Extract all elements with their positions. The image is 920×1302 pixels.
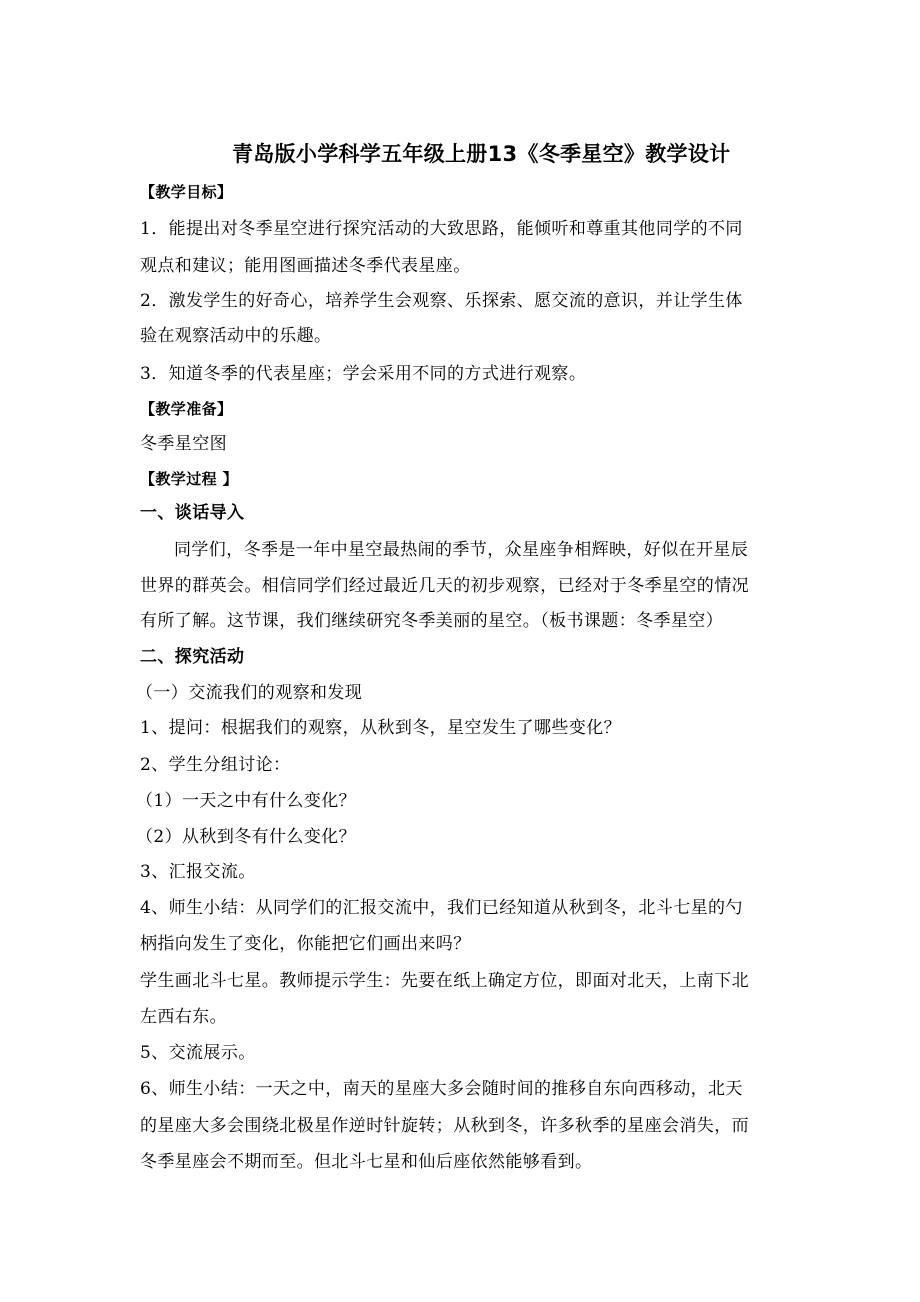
part-1-heading: 一、谈话导入	[140, 503, 245, 523]
intro-line-3: 有所了解。这节课，我们继续研究冬季美丽的星空。（板书课题：冬季星空）	[140, 611, 724, 631]
step-1: 1、提问：根据我们的观察，从秋到冬，星空发生了哪些变化？	[140, 718, 622, 738]
step-5: 5、交流展示。	[140, 1043, 256, 1063]
goal-1-line-2: 观点和建议；能用图画描述冬季代表星座。	[140, 256, 471, 276]
part-2-heading: 二、探究活动	[140, 647, 245, 667]
step-6-line-1: 6、师生小结：一天之中，南天的星座大多会随时间的推移自东向西移动，北天	[140, 1079, 743, 1099]
draw-line-1: 学生画北斗七星。教师提示学生：先要在纸上确定方位，即面对北天，上南下北	[140, 971, 749, 991]
goal-2-line-2: 验在观察活动中的乐趣。	[140, 326, 332, 346]
document-title: 青岛版小学科学五年级上册13《冬季星空》教学设计	[232, 142, 731, 166]
teaching-goals-heading: 【教学目标】	[140, 183, 233, 201]
question-2: （2）从秋到冬有什么变化？	[136, 827, 357, 847]
step-6-line-3: 冬季星座会不期而至。但北斗七星和仙后座依然能够看到。	[140, 1152, 593, 1172]
intro-line-1: 同学们，冬季是一年中星空最热闹的季节，众星座争相辉映，好似在开星辰	[174, 540, 749, 560]
question-1: （1）一天之中有什么变化？	[136, 791, 357, 811]
step-3: 3、汇报交流。	[140, 862, 256, 882]
step-4-line-1: 4、师生小结：从同学们的汇报交流中，我们已经知道从秋到冬，北斗七星的勺	[140, 898, 743, 918]
goal-1-line-1: 1．能提出对冬季星空进行探究活动的大致思路，能倾听和尊重其他同学的不同	[140, 219, 743, 239]
teaching-prep-heading: 【教学准备】	[140, 400, 233, 418]
goal-2-line-1: 2．激发学生的好奇心，培养学生会观察、乐探索、愿交流的意识，并让学生体	[140, 291, 743, 311]
draw-line-2: 左西右东。	[140, 1007, 227, 1027]
step-6-line-2: 的星座大多会围绕北极星作逆时针旋转；从秋到冬，许多秋季的星座会消失，而	[140, 1116, 749, 1136]
goal-3: 3．知道冬季的代表星座；学会采用不同的方式进行观察。	[140, 364, 587, 384]
sub-1-heading: （一）交流我们的观察和发现	[136, 683, 363, 703]
prep-item: 冬季星空图	[140, 434, 227, 454]
step-2: 2、学生分组讨论：	[140, 755, 291, 775]
intro-line-2: 世界的群英会。相信同学们经过最近几天的初步观察，已经对于冬季星空的情况	[140, 576, 749, 596]
step-4-line-2: 柄指向发生了变化，你能把它们画出来吗？	[140, 934, 471, 954]
teaching-process-heading: 【教学过程 】	[140, 470, 239, 488]
